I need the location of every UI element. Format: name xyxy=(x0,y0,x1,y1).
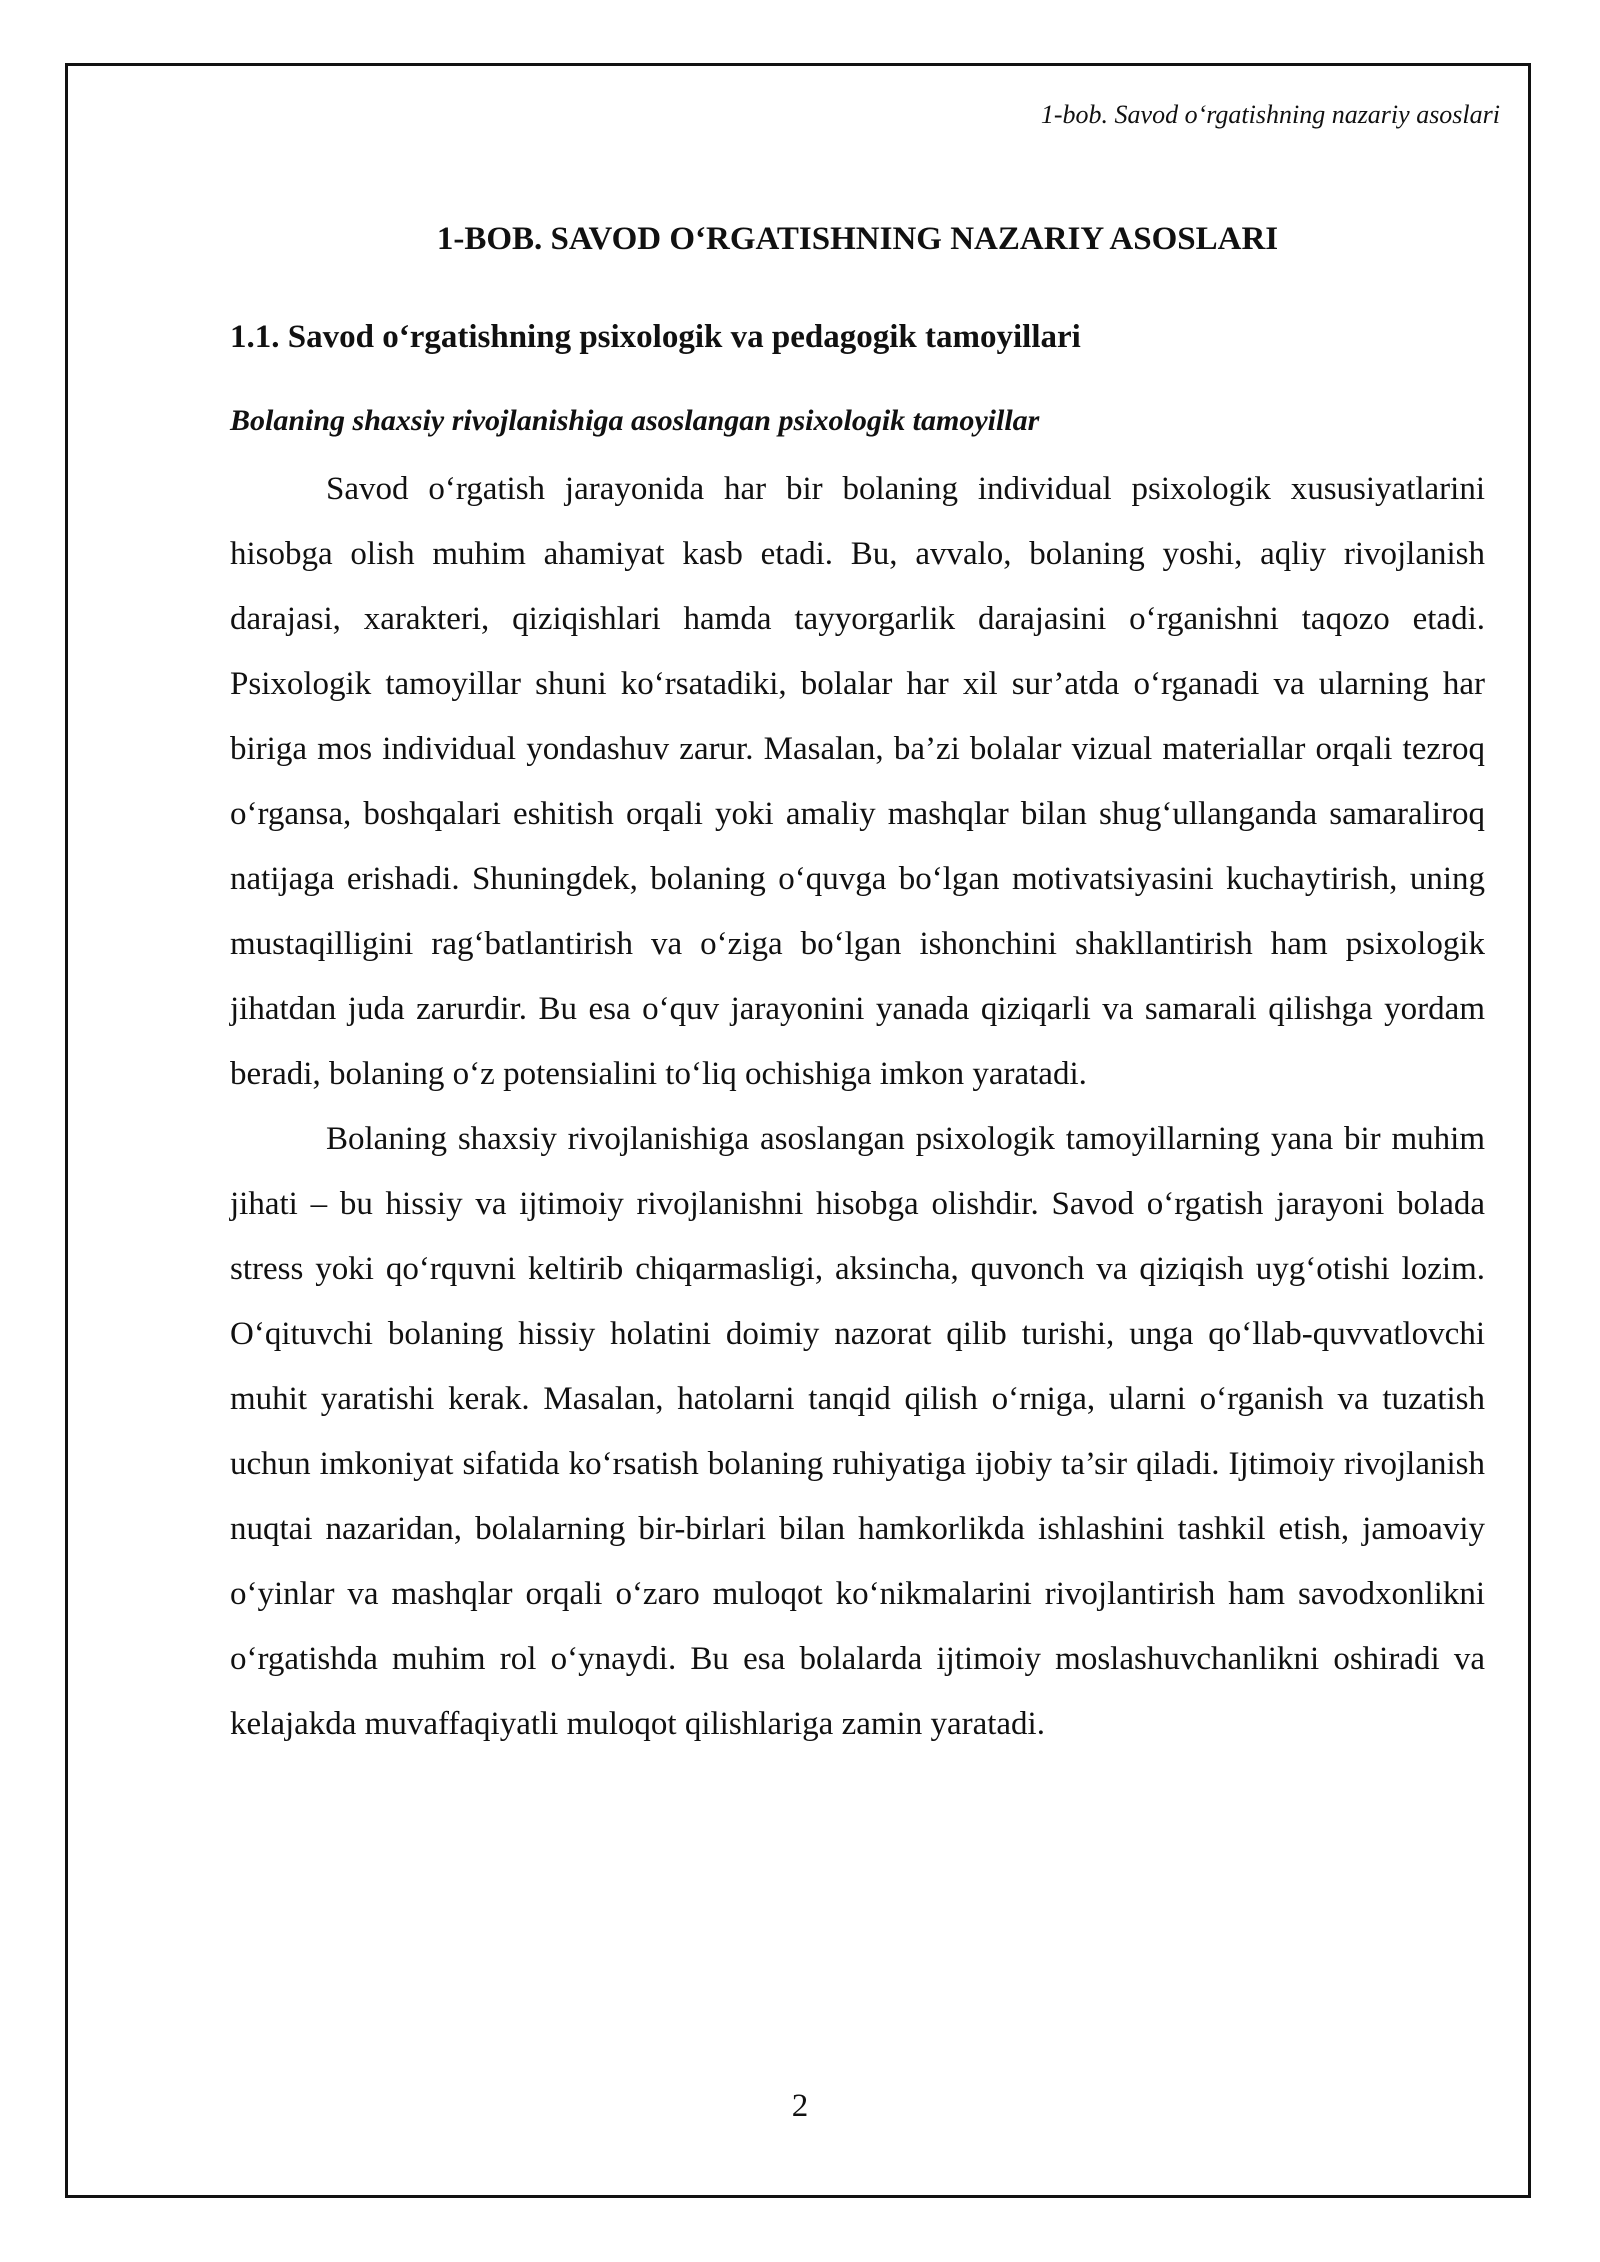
body-paragraph: Savod o‘rgatish jarayonida har bir bolaning individual psixologik xususiyatlarini hisobga olish muhim ahamiyat kasb etadi. Bu, avvalo, bolaning yoshi, aqliy rivojlanish darajasi, xarakteri, qiziqishlari hamda tayyorgarlik darajasini o‘rganishni taqozo etadi. Psixologik tamoyillar shuni ko‘rsatadiki, bolalar har xil sur’atda o‘rganadi va ularning har biriga mos individual yondashuv zarur. Masalan, ba’zi bolalar vizual materiallar orqali tezroq o‘rgansa, boshqalari eshitish orqali yoki amaliy mashqlar bilan shug‘ullanganda samaraliroq natijaga erishadi. Shuningdek, bolaning o‘quvga bo‘lgan motivatsiyasini kuchaytirish, uning mustaqilligini rag‘batlantirish va o‘ziga bo‘lgan ishonchini shakllantirish ham psixologik jihatdan juda zarurdir. Bu esa o‘quv jarayonini yanada qiziqarli va samarali qilishga yordam beradi, bolaning o‘z potensialini to‘liq ochishiga imkon yaratadi. xyxy=(230,471,1485,1092)
section-title: 1.1. Savod o‘rgatishning psixologik va pedagogik tamoyillari xyxy=(230,319,1081,355)
page-number: 2 xyxy=(791,2088,809,2124)
running-header: 1-bob. Savod o‘rgatishning nazariy asoslari xyxy=(1040,100,1500,129)
body-paragraph: Bolaning shaxsiy rivojlanishiga asoslangan psixologik tamoyillarning yana bir muhim jihati – bu hissiy va ijtimoiy rivojlanishni hisobga olishdir. Savod o‘rgatish jarayoni bolada stress yoki qo‘rquvni keltirib chiqarmasligi, aksincha, quvonch va qiziqish uyg‘otishi lozim. O‘qituvchi bolaning hissiy holatini doimiy nazorat qilib turishi, unga qo‘llab-quvvatlovchi muhit yaratishi kerak. Masalan, hatolarni tanqid qilish o‘rniga, ularni o‘rganish va tuzatish uchun imkoniyat sifatida ko‘rsatish bolaning ruhiyatiga ijobiy ta’sir qiladi. Ijtimoiy rivojlanish nuqtai nazaridan, bolalarning bir-birlari bilan hamkorlikda ishlashini tashkil etish, jamoaviy o‘yinlar va mashqlar orqali o‘zaro muloqot ko‘nikmalarini rivojlantirish ham savodxonlikni o‘rgatishda muhim rol o‘ynaydi. Bu esa bolalarda ijtimoiy moslashuvchanlikni oshiradi va kelajakda muvaffaqiyatli muloqot qilishlariga zamin yaratadi. xyxy=(230,1121,1485,1742)
page-content xyxy=(230,215,1485,1757)
chapter-title: 1-BOB. SAVOD O‘RGATISHNING NAZARIY ASOSLARI xyxy=(436,221,1279,257)
subsection-title: Bolaning shaxsiy rivojlanishiga asoslangan psixologik tamoyillar xyxy=(230,404,1040,437)
